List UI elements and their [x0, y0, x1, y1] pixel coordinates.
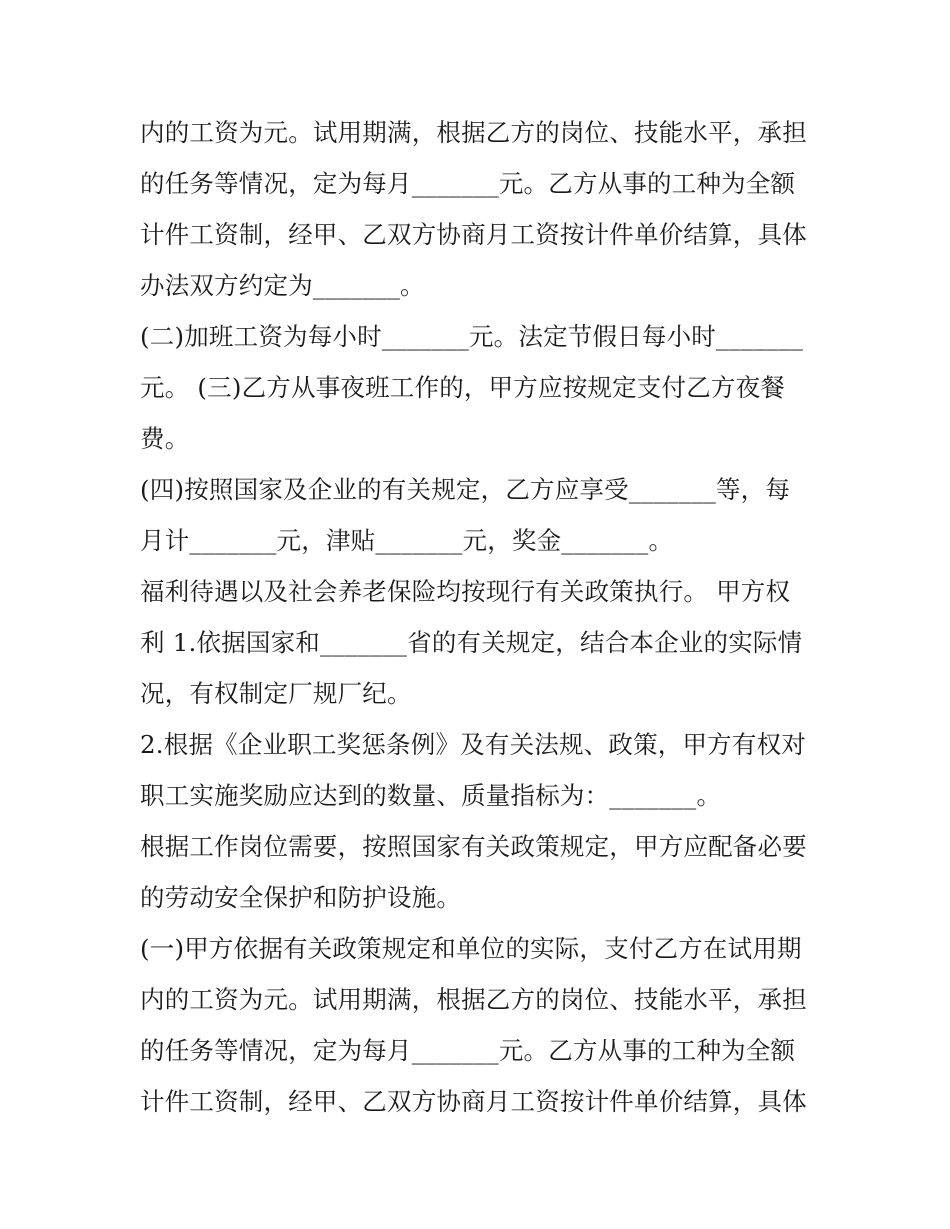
- text-line: 职工实施奖励应达到的数量、质量指标为：_______。: [140, 781, 722, 810]
- text-line: 办法双方约定为_______。: [140, 271, 425, 300]
- text-line: 况，有权制定厂规厂纪。: [140, 679, 412, 708]
- text-line: 根据工作岗位需要，按照国家有关政策规定，甲方应配备必要: [140, 832, 807, 861]
- text-line: 计件工资制，经甲、乙双方协商月工资按计件单价结算，具体: [140, 1087, 807, 1116]
- text-line: (一)甲方依据有关政策规定和单位的实际，支付乙方在试用期: [140, 934, 802, 963]
- text-line: (四)按照国家及企业的有关规定，乙方应享受_______等，每: [140, 475, 791, 504]
- text-line: 福利待遇以及社会养老保险均按现行有关政策执行。 甲方权: [140, 577, 791, 606]
- text-line: 费。: [140, 424, 190, 453]
- text-line: 计件工资制，经甲、乙双方协商月工资按计件单价结算，具体: [140, 220, 807, 249]
- text-line: 元。 (三)乙方从事夜班工作的，甲方应按规定支付乙方夜餐: [140, 373, 786, 402]
- text-line: (二)加班工资为每小时_______元。法定节假日每小时_______: [140, 322, 804, 351]
- text-line: 的任务等情况，定为每月_______元。乙方从事的工种为全额: [140, 169, 796, 198]
- text-line: 内的工资为元。试用期满，根据乙方的岗位、技能水平，承担: [140, 985, 807, 1014]
- text-line: 利 1.依据国家和_______省的有关规定，结合本企业的实际情: [140, 628, 803, 657]
- document-body: [140, 107, 820, 1127]
- text-line: 的任务等情况，定为每月_______元。乙方从事的工种为全额: [140, 1036, 796, 1065]
- text-line: 月计_______元，津贴_______元，奖金_______。: [140, 526, 674, 555]
- text-line: 的劳动安全保护和防护设施。: [140, 883, 462, 912]
- text-line: 内的工资为元。试用期满，根据乙方的岗位、技能水平，承担: [140, 118, 807, 147]
- text-line: 2.根据《企业职工奖惩条例》及有关法规、政策，甲方有权对: [140, 730, 806, 759]
